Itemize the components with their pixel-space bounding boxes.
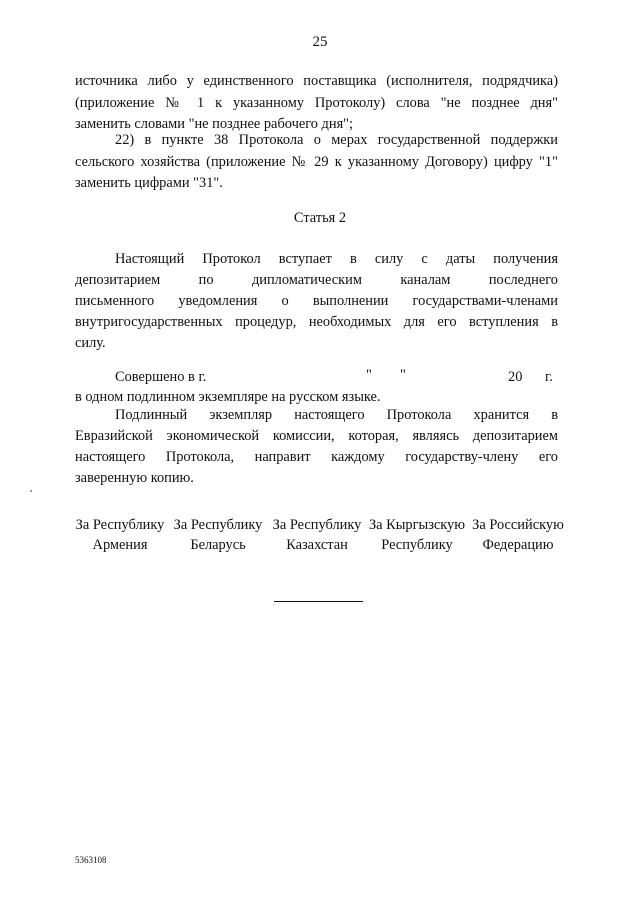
article-heading: Статья 2 <box>293 210 347 226</box>
signatory-kyrgyzstan <box>368 515 466 555</box>
quote-open: " <box>366 367 372 383</box>
signatory-belarus <box>170 515 266 555</box>
signatory-line2: Беларусь <box>190 537 246 553</box>
signatory-line2: Армения <box>92 537 148 553</box>
signatory-line1: За Республику <box>173 517 263 533</box>
paragraph-line: источника либо у единственного поставщика (исполнителя, подрядчика) <box>75 73 558 89</box>
signatory-line1: За Республику <box>272 517 362 533</box>
done-at-year: 20 <box>508 369 523 385</box>
paragraph-line: настоящего Протокола, направит каждому государству-члену его <box>75 449 558 465</box>
paragraph-line: письменного уведомления о выполнении государствами-членами <box>75 293 558 309</box>
signatory-armenia <box>72 515 168 555</box>
paragraph-line: 22) в пункте 38 Протокола о мерах государственной поддержки <box>115 132 558 148</box>
paragraph-line: Настоящий Протокол вступает в силу с даты получения <box>115 251 558 267</box>
signatory-line2: Федерацию <box>482 537 554 553</box>
signatory-line1: За Российскую <box>472 517 564 533</box>
paragraph-line: Евразийской экономической комиссии, которая, являясь депозитарием <box>75 428 558 444</box>
paragraph-line: депозитарием по дипломатическим каналам последнего <box>75 272 558 288</box>
page-number: 25 <box>312 34 328 50</box>
paragraph-line: заменить цифрами "31". <box>75 175 223 191</box>
paragraph-line: (приложение № 1 к указанному Протоколу) слова "не позднее дня" <box>75 95 558 111</box>
end-rule <box>274 601 363 602</box>
signatory-line1: За Кыргызскую <box>368 517 466 533</box>
paragraph-line: силу. <box>75 335 106 351</box>
signatory-kazakhstan <box>269 515 365 555</box>
document-code: 5363108 <box>75 855 107 865</box>
paragraph-line: сельского хозяйства (приложение № 29 к указанному Договору) цифру "1" <box>75 154 558 170</box>
done-at-place: Совершено в г. <box>115 369 207 385</box>
quote-close: " <box>400 367 406 383</box>
signatory-line1: За Республику <box>75 517 165 533</box>
scan-mark <box>30 490 32 492</box>
paragraph-line: в одном подлинном экземпляре на русском языке. <box>75 389 381 405</box>
paragraph-line: заверенную копию. <box>75 470 194 486</box>
signatory-line2: Республику <box>381 537 453 553</box>
paragraph-line: заменить словами "не позднее рабочего дня"; <box>75 116 354 132</box>
signatory-line2: Казахстан <box>286 537 348 553</box>
done-at-year-suffix: г. <box>545 369 553 385</box>
signatory-russia <box>469 515 567 555</box>
paragraph-line: Подлинный экземпляр настоящего Протокола хранится в <box>115 407 558 423</box>
paragraph-line: внутригосударственных процедур, необходимых для его вступления в <box>75 314 558 330</box>
